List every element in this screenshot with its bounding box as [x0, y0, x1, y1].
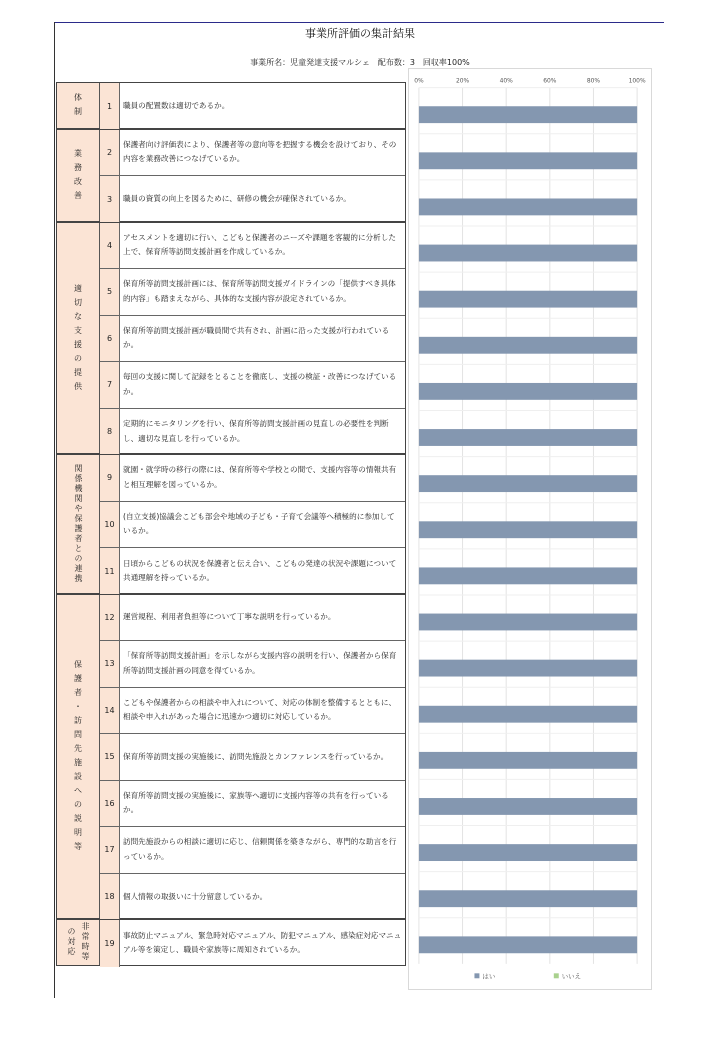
question-text-label: 保護者向け評価表により、保護者等の意向等を把握する機会を設けており、その内容を業務改善につなげているか。 — [123, 139, 397, 164]
chart-bar-yes — [419, 106, 637, 123]
question-text — [120, 502, 405, 548]
question-text — [120, 874, 405, 921]
question-text-label: 毎回の支援に関して記録をとることを徹底し、支援の検証・改善につなげているか。 — [123, 372, 397, 396]
question-number: 13 — [100, 641, 120, 687]
chart-bar-yes — [419, 152, 637, 169]
question-number: 12 — [100, 595, 120, 641]
chart-bar-yes — [419, 614, 637, 631]
question-text-label: 個人情報の取扱いに十分留意しているか。 — [123, 891, 268, 901]
question-number: 11 — [100, 548, 120, 595]
chart-bar-yes — [419, 660, 637, 677]
chart-bar-yes — [419, 337, 637, 354]
section-category — [57, 455, 100, 593]
page-subtitle: 事業所名：児童発達支援マルシェ 配布数：3 回収率100% — [250, 58, 470, 67]
question-number: 7 — [100, 362, 120, 408]
question-number: 15 — [100, 734, 120, 780]
table-row — [100, 827, 405, 874]
chart-x-tick-label: 20% — [455, 77, 470, 85]
question-text-label: 保育所等訪問支援計画には、保育所等訪問支援ガイドラインの「提供すべき具体的内容」も踏まえながら、具体的な支援内容が設定されているか。 — [123, 279, 396, 303]
question-number: 5 — [100, 269, 120, 315]
section-category — [57, 223, 100, 454]
table-row — [100, 920, 405, 967]
chart-x-tick-label: 80% — [586, 77, 601, 85]
question-text — [120, 409, 405, 456]
question-number: 3 — [100, 176, 120, 223]
chart-bar-yes — [419, 890, 637, 907]
table-row — [100, 641, 405, 688]
section-category — [57, 920, 100, 965]
table-row — [100, 688, 405, 735]
question-text-label: (自立支援)協議会こども部会や地域の子ども・子育て会議等へ積極的に参加しているか。 — [123, 511, 395, 536]
question-text — [120, 688, 405, 734]
question-number: 16 — [100, 781, 120, 827]
table-row — [100, 223, 405, 270]
header-rule — [54, 22, 664, 23]
table-row — [100, 83, 405, 130]
section-category-label: 非常時等の対応 — [67, 922, 90, 963]
question-text-label: こどもや保護者からの相談や申入れについて、対応の体制を整備するとともに、相談や申入れがあった場合に迅速かつ適切に対応しているか。 — [123, 697, 397, 722]
chart-bar-yes — [419, 245, 637, 262]
table-row — [100, 874, 405, 921]
question-text — [120, 316, 405, 362]
section — [56, 919, 406, 966]
section-category-label: 体 制 — [74, 93, 82, 117]
question-number: 2 — [100, 130, 120, 176]
chart-x-tick-label: 40% — [499, 77, 513, 85]
table-row — [100, 176, 405, 223]
chart-bar-yes — [419, 798, 637, 815]
question-text — [120, 781, 405, 827]
page-left-rule — [54, 22, 55, 998]
chart-bar-yes — [419, 844, 637, 861]
table-row — [100, 734, 405, 781]
chart-bar-yes — [419, 567, 637, 584]
question-text-label: 日頃からこどもの状況を保護者と伝え合い、こどもの発達の状況や課題について共通理解を持っているか。 — [123, 558, 397, 583]
table-row — [100, 316, 405, 363]
question-text-label: 「保育所等訪問支援計画」を示しながら支援内容の説明を行い、保護者から保育所等訪問支援計画の同意を得ているか。 — [123, 651, 397, 675]
evaluation-chart — [408, 68, 652, 990]
question-text — [120, 223, 405, 269]
chart-x-tick-label: 0% — [414, 77, 424, 85]
chart-legend-swatch — [554, 973, 559, 978]
chart-x-tick-label: 100% — [628, 77, 646, 85]
question-number: 18 — [100, 874, 120, 921]
question-text — [120, 827, 405, 873]
question-number: 10 — [100, 502, 120, 548]
chart-bar-yes — [419, 291, 637, 308]
question-text — [120, 548, 405, 595]
question-text — [120, 920, 405, 967]
question-text-label: 訪問先施設からの相談に適切に応じ、信頼関係を築きながら、専門的な助言を行っているか。 — [123, 837, 397, 861]
table-row — [100, 502, 405, 549]
table-row — [100, 409, 405, 456]
chart-legend-swatch — [474, 973, 479, 978]
question-text — [120, 269, 405, 315]
question-text-label: 就園・就学時の移行の際には、保育所等や学校との間で、支援内容等の情報共有と相互理解を図っているか。 — [123, 465, 397, 489]
question-text — [120, 130, 405, 176]
section-category-label: 適 切 な 支 援 の 提 供 — [74, 283, 82, 391]
question-number: 1 — [100, 83, 120, 130]
question-text-label: 職員の配置数は適切であるか。 — [123, 101, 230, 110]
question-text — [120, 176, 405, 223]
question-number: 4 — [100, 223, 120, 269]
chart-legend-label: はい — [482, 972, 496, 981]
question-text-label: アセスメントを適切に行い、こどもと保護者のニーズや課題を客観的に分析した上で、保育所等訪問支援計画を作成しているか。 — [123, 232, 396, 257]
section-category-label: 関係機関や保護者との連携 — [74, 463, 83, 584]
question-number: 6 — [100, 316, 120, 362]
question-number: 9 — [100, 455, 120, 501]
chart-bar-yes — [419, 936, 637, 953]
question-text — [120, 362, 405, 408]
section — [56, 129, 406, 222]
section — [56, 222, 406, 455]
table-row — [100, 548, 405, 595]
question-text-label: 保育所等訪問支援の実施後に、訪問先施設とカンファレンスを行っているか。 — [123, 751, 389, 761]
question-number: 14 — [100, 688, 120, 734]
question-text-label: 保育所等訪問支援の実施後に、家族等へ適切に支援内容等の共有を行っているか。 — [123, 790, 389, 815]
section — [56, 454, 406, 594]
section — [56, 82, 406, 129]
table-row — [100, 362, 405, 409]
question-text-label: 定期的にモニタリングを行い、保育所等訪問支援計画の見直しの必要性を判断し、適切な見直しを行っているか。 — [123, 419, 389, 443]
chart-legend-label: いいえ — [561, 972, 582, 981]
section — [56, 594, 406, 920]
chart-x-tick-label: 60% — [543, 77, 557, 85]
question-text-label: 保育所等訪問支援計画が職員間で共有され、計画に沿った支援が行われているか。 — [123, 325, 390, 350]
question-text-label: 職員の資質の向上を図るために、研修の機会が確保されているか。 — [123, 194, 351, 203]
question-text — [120, 641, 405, 687]
table-row — [100, 130, 405, 177]
chart-bar-yes — [419, 429, 637, 446]
question-text-label: 事故防止マニュアル、緊急時対応マニュアル、防犯マニュアル、感染症対応マニュアル等を策定し、職員や家族等に周知されているか。 — [123, 930, 402, 955]
section-category-label: 業 務 改 善 — [74, 149, 82, 200]
chart-bar-yes — [419, 383, 637, 400]
table-row — [100, 455, 405, 502]
chart-bar-yes — [419, 752, 637, 769]
question-text — [120, 734, 405, 780]
question-number: 19 — [100, 920, 120, 967]
table-row — [100, 595, 405, 642]
question-number: 17 — [100, 827, 120, 873]
table-row — [100, 781, 405, 828]
question-text-label: 運営規程、利用者負担等について丁寧な説明を行っているか。 — [123, 612, 336, 621]
question-text — [120, 595, 405, 641]
section-category — [57, 130, 100, 221]
section-category — [57, 83, 100, 128]
question-text — [120, 83, 405, 130]
section-category — [57, 595, 100, 919]
table-row — [100, 269, 405, 316]
chart-bar-yes — [419, 198, 637, 215]
chart-bar-yes — [419, 521, 637, 538]
page-title: 事業所評価の集計結果 — [305, 27, 415, 40]
chart-bar-yes — [419, 475, 637, 492]
chart-bar-yes — [419, 706, 637, 723]
question-number: 8 — [100, 409, 120, 456]
section-category-label: 保 護 者 ・ 訪 問 先 施 設 へ の 説 明 等 — [74, 660, 82, 852]
question-text — [120, 455, 405, 501]
